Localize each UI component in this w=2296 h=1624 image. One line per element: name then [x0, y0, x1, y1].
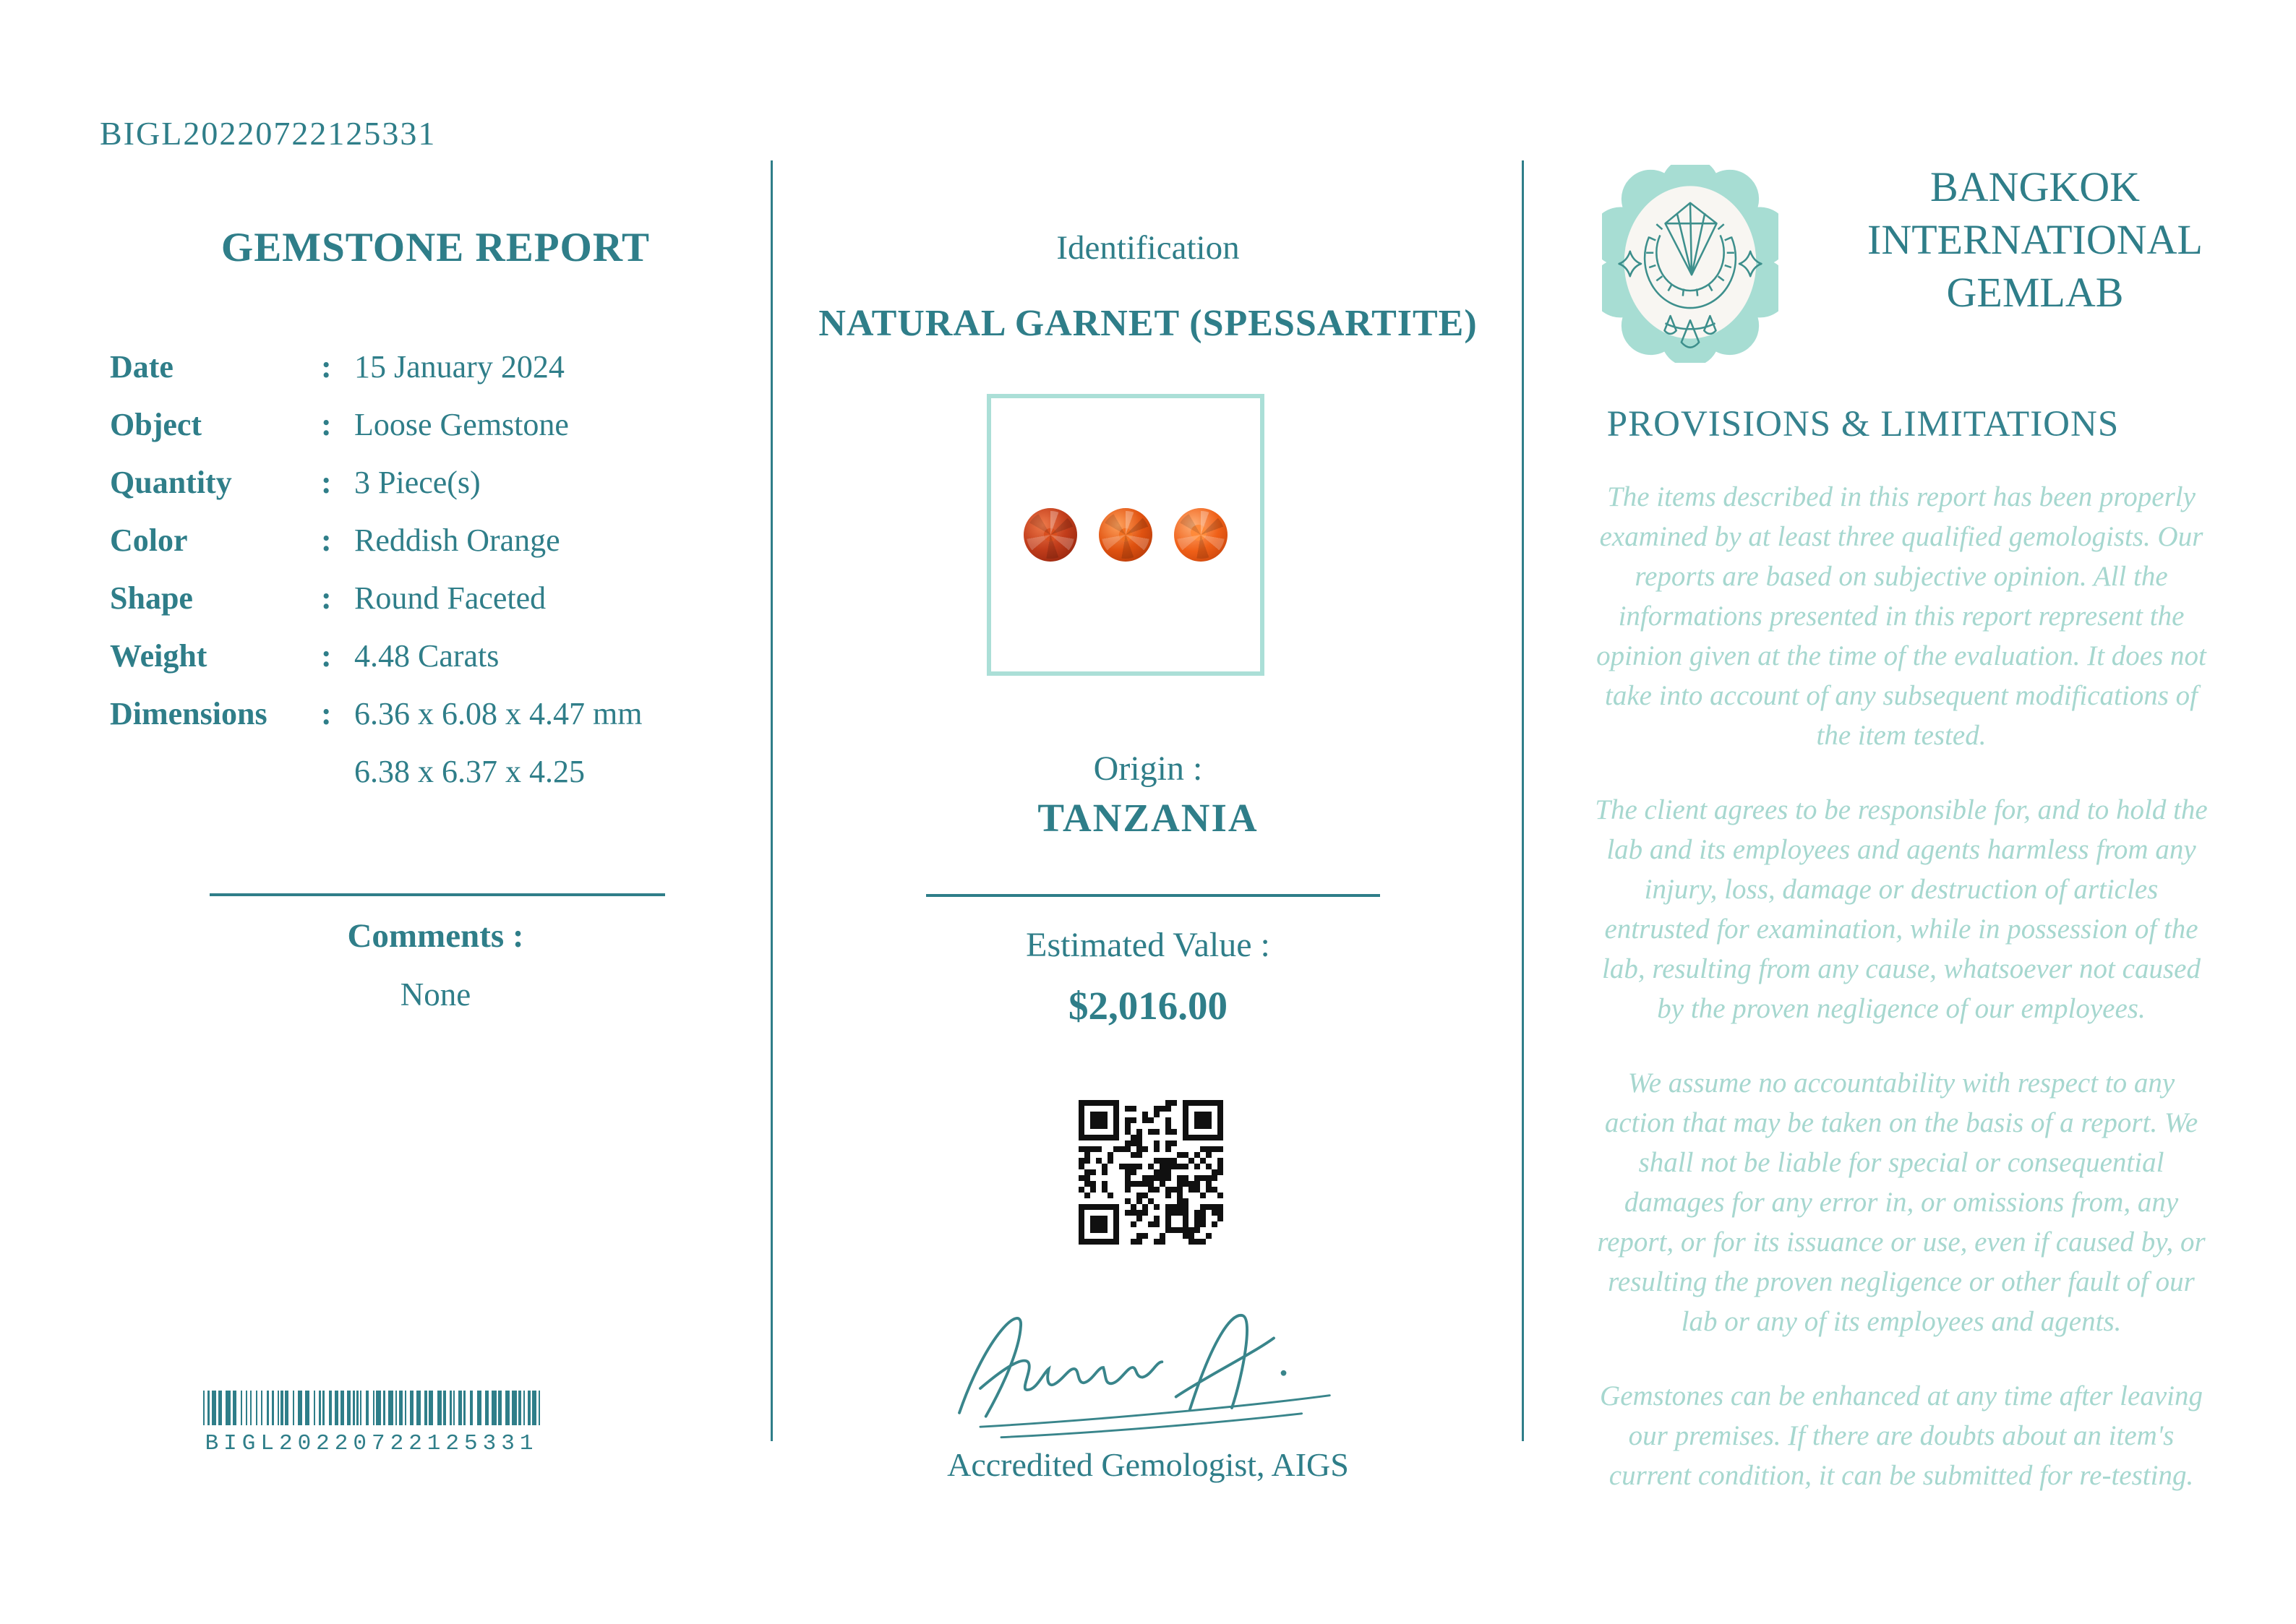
field-value: Reddish Orange [354, 523, 560, 558]
field-value: 6.36 x 6.08 x 4.47 mm [354, 696, 643, 731]
provisions-paragraph: The client agrees to be responsible for, and to hold the lab and its employees and agents harmless from any injury, loss, damage or destruction of articles entrusted for examination, while in possession of the lab, resulting from any cause, whatsoever not caused by the proven negligence of our employees. [1595, 794, 2208, 1024]
table-row-dimensions [110, 695, 761, 753]
lab-name-line: GEMLAB [1946, 269, 2124, 316]
field-colon: : [321, 407, 332, 442]
comments-divider [210, 893, 665, 896]
barcode [203, 1391, 540, 1425]
provisions-text [1590, 477, 2212, 1530]
field-label: Dimensions [110, 696, 267, 731]
field-label: Object [110, 407, 202, 442]
identification-result: NATURAL GARNET (SPESSARTITE) [818, 303, 1478, 344]
gemstone-photo-3 [1174, 508, 1228, 562]
field-colon: : [321, 580, 332, 616]
comments-value: None [400, 976, 471, 1013]
comments-label: Comments : [347, 917, 524, 955]
field-colon: : [321, 465, 332, 500]
field-label: Date [110, 349, 174, 384]
lab-name [1811, 160, 2259, 319]
lab-name-line: INTERNATIONAL [1867, 216, 2203, 263]
field-label: Shape [110, 580, 193, 616]
identification-heading: Identification [1056, 229, 1240, 267]
gem-attributes-table [110, 348, 761, 753]
provisions-paragraph: The items described in this report has been properly examined by at least three qualified gemologists. Our reports are based on subjective opinion. All the informations presented in this report represent the opinion given at the time of the evaluation. It does not take into account of any subsequent modifications of the item tested. [1596, 481, 2206, 751]
field-value: 15 January 2024 [354, 349, 565, 384]
provisions-paragraph: We assume no accountability with respect to any action that may be taken on the basis of a report. We shall not be liable for special or consequential damages for any error in, or omissions from, any report, or for its issuance or use, even if caused by, or resulting the proven negligence or other fault of our lab or any of its employees and agents. [1597, 1067, 2206, 1337]
field-colon: : [321, 523, 332, 558]
field-colon: : [321, 349, 332, 384]
gemstone-photo-2 [1099, 508, 1152, 562]
barcode-text: BIGL20220722125331 [205, 1431, 539, 1456]
field-label: Weight [110, 638, 207, 674]
origin-label: Origin : [1093, 749, 1203, 788]
estimated-value-label: Estimated Value : [1026, 926, 1270, 964]
field-value: 4.48 Carats [354, 638, 500, 674]
estimated-value-divider [926, 894, 1380, 897]
table-row-quantity [110, 464, 761, 522]
field-value: Loose Gemstone [354, 407, 569, 442]
origin-value: TANZANIA [1037, 796, 1259, 840]
field-colon: : [321, 638, 332, 674]
dimensions-second-line: 6.38 x 6.37 x 4.25 [354, 754, 585, 789]
gemstone-report-title: GEMSTONE REPORT [220, 225, 651, 270]
table-row-weight [110, 637, 761, 695]
table-row-date [110, 348, 761, 406]
qr-code [1079, 1100, 1223, 1245]
table-row-object [110, 406, 761, 464]
gemstone-photo-1 [1024, 508, 1077, 562]
field-label: Color [110, 523, 188, 558]
provisions-title: PROVISIONS & LIMITATIONS [1606, 404, 2120, 444]
gemologist-caption: Accredited Gemologist, AIGS [947, 1446, 1349, 1483]
estimated-value: $2,016.00 [1068, 984, 1228, 1028]
signature [938, 1281, 1358, 1454]
gemlab-logo-icon [1602, 165, 1778, 363]
report-number: BIGL20220722125331 [100, 115, 437, 152]
field-colon: : [321, 696, 332, 731]
column-divider-right [1522, 160, 1524, 1441]
table-row-color [110, 522, 761, 580]
field-value: 3 Piece(s) [354, 465, 481, 500]
field-label: Quantity [110, 465, 232, 500]
lab-name-line: BANGKOK [1930, 163, 2140, 210]
field-value: Round Faceted [354, 580, 547, 616]
table-row-shape [110, 580, 761, 637]
column-divider-left [771, 160, 773, 1441]
gemstone-photo-frame [987, 394, 1264, 676]
provisions-paragraph: Gemstones can be enhanced at any time after leaving our premises. If there are doubts about an item's current condition, it can be submitted for re-testing. [1600, 1380, 2203, 1491]
